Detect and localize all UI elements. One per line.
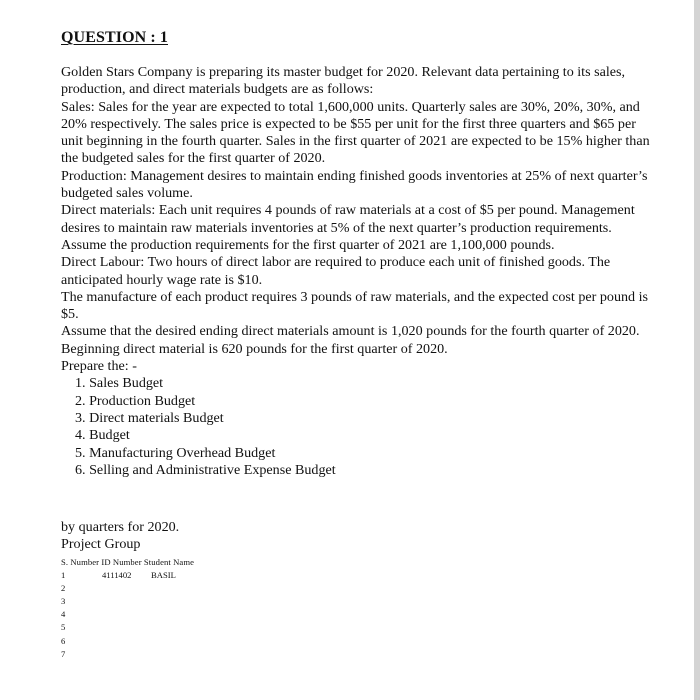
task-list [61, 375, 651, 479]
id-number-cell [102, 582, 151, 595]
student-name-cell [151, 608, 231, 621]
direct-labour-paragraph: Direct Labour: Two hours of direct labor are required to produce each unit of finished goods. The anticipated hourly wage rate is $10. [61, 254, 611, 288]
student-name-cell [151, 648, 231, 661]
serial-number-cell: 7 [61, 648, 66, 659]
page-edge-shadow [694, 0, 700, 700]
student-name-cell [151, 595, 231, 608]
task-item: 2. Production Budget [75, 392, 196, 409]
serial-number-cell: 4 [61, 609, 66, 620]
footer-block [61, 519, 461, 554]
serial-number-cell: 5 [61, 622, 66, 633]
student-name-cell [151, 621, 231, 634]
table-row [61, 635, 361, 648]
student-name-cell [151, 635, 231, 648]
table-row [61, 648, 361, 661]
id-number-cell [102, 595, 151, 608]
serial-number-cell: 3 [61, 596, 66, 607]
sales-paragraph: Sales: Sales for the year are expected to total 1,600,000 units. Quarterly sales are 30%, 20%, 30%, and 20% respectively. The sales price is expected to be $55 per unit for the first three quarters and $65 per unit beginning in the fourth quarter. Sales in the first quarter of 2021 are expected to be 15% higher than the budgeted sales for the first quarter of 2020. [61, 98, 650, 167]
serial-number-cell: 6 [61, 635, 66, 646]
project-group-label: Project Group [61, 536, 141, 553]
question-heading: QUESTION : 1 [61, 29, 168, 46]
intro-paragraph: Golden Stars Company is preparing its master budget for 2020. Relevant data pertaining to its sales, production, and direct materials budgets are as follows: [61, 64, 626, 98]
id-number-cell [102, 648, 151, 661]
task-item: 6. Selling and Administrative Expense Budget [75, 461, 336, 478]
by-quarters-text: by quarters for 2020. [61, 519, 180, 535]
prepare-paragraph: Prepare the: - [61, 358, 137, 375]
roster-header: S. Number ID Number Student Name [61, 557, 195, 567]
task-item: 3. Direct materials Budget [75, 409, 224, 426]
table-row [61, 569, 361, 582]
manufacture-paragraph: The manufacture of each product requires 3 pounds of raw materials, and the expected cost per pound is $5. [61, 288, 649, 323]
table-row [61, 621, 361, 634]
direct-materials-paragraph: Direct materials: Each unit requires 4 pounds of raw materials at a cost of $5 per pound. Management desires to maintain raw materials inventories at 5% of the next quarter’s production requirements. Assume the production requirements for the first quarter of 2021 are 1,100,000 pounds. [61, 202, 635, 253]
table-row [61, 595, 361, 608]
serial-number-cell: 2 [61, 583, 66, 594]
production-paragraph: Production: Management desires to maintain ending finished goods inventories at 25% of next quarter’s budgeted sales volume. [61, 167, 648, 202]
id-number-cell [102, 621, 151, 634]
task-item: 5. Manufacturing Overhead Budget [75, 444, 276, 461]
table-row [61, 582, 361, 595]
question-body [61, 64, 651, 479]
ending-materials-paragraph: Assume that the desired ending direct materials amount is 1,020 pounds for the fourth quarter of 2020. Beginning direct material is 620 pounds for the first quarter of 2020. [61, 323, 640, 357]
id-number-cell [102, 608, 151, 621]
student-name-cell [151, 582, 231, 595]
id-number-cell [102, 635, 151, 648]
student-roster-table [61, 556, 361, 661]
id-number-cell: 4111402 [102, 570, 132, 581]
task-item: 1. Sales Budget [75, 375, 164, 392]
student-name-cell: BASIL [151, 570, 176, 581]
task-item: 4. Budget [75, 427, 130, 444]
serial-number-cell: 1 [61, 570, 66, 581]
table-row [61, 608, 361, 621]
